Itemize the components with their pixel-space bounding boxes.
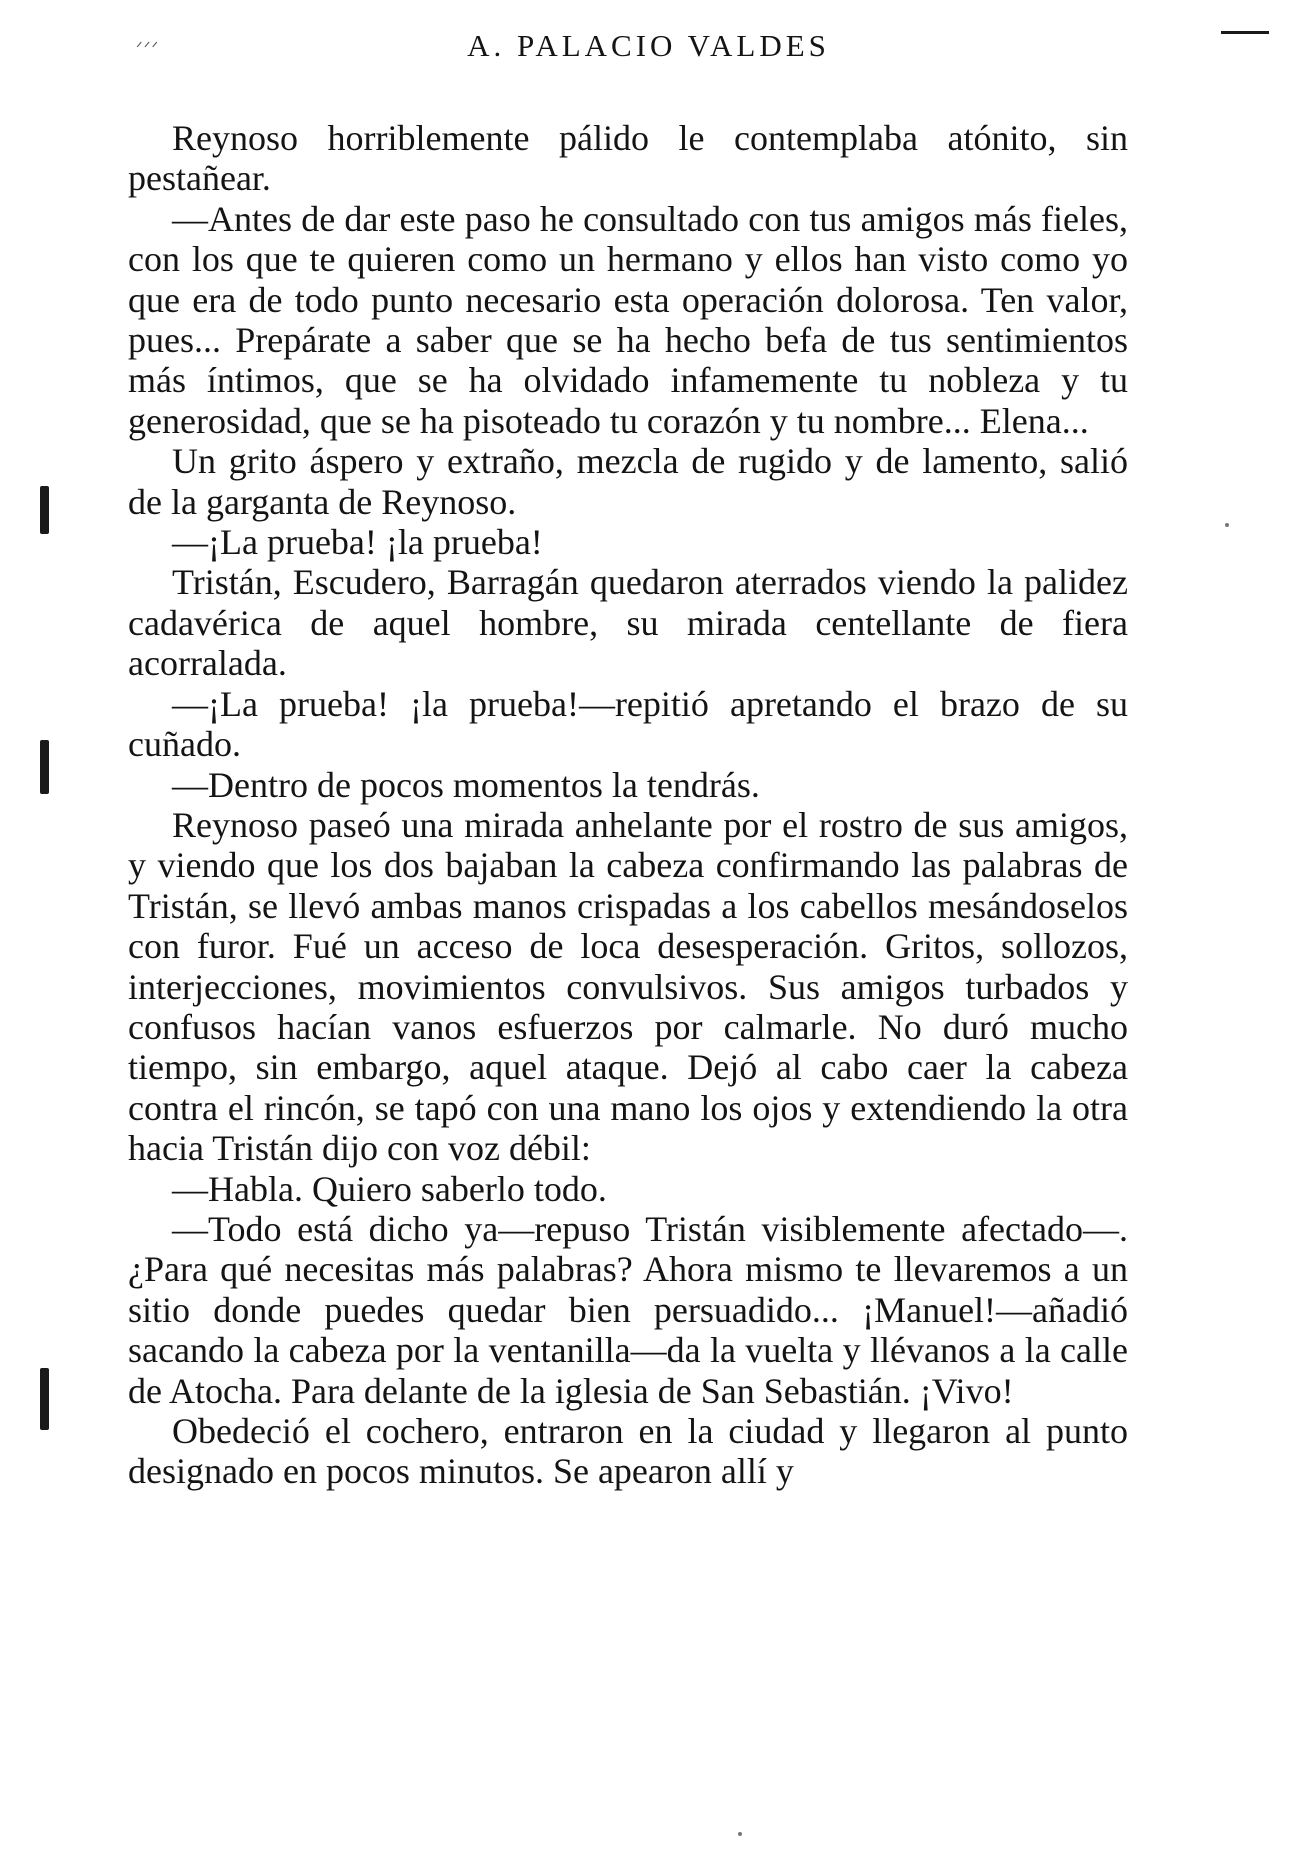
paragraph: Reynoso paseó una mirada anhelante por el rostro de sus amigos, y viendo que los dos bajaban la cabeza confirmando las palabras de Tristán, se llevó ambas manos crispadas a los cabellos mesándoselos con furor. Fué un acceso de loca desesperación. Gritos, sollozos, interjecciones, movimientos convulsivos. Sus amigos turbados y confusos hacían vanos esfuerzos por calmarle. No duró mucho tiempo, sin embargo, aquel ataque. Dejó al cabo caer la cabeza contra el rincón, se tapó con una mano los ojos y extendiendo la otra hacia Tristán dijo con voz débil: xyxy=(128,804,1128,1169)
paragraph: —Todo está dicho ya—repuso Tristán visiblemente afectado—. ¿Para qué necesitas más palabras? Ahora mismo te llevaremos a un sitio donde puedes quedar bien persuadido... ¡Manuel!—añadió sacando la cabeza por la ventanilla—da la vuelta y llévanos a la calle de Atocha. Para delante de la iglesia de San Sebastián. ¡Vivo! xyxy=(128,1208,1128,1411)
header-page-mark: ᐟᐟᐟ xyxy=(136,40,160,57)
paragraph: —Dentro de pocos momentos la tendrás. xyxy=(172,764,760,805)
running-head: A. PALACIO VALDES xyxy=(467,28,830,63)
speck xyxy=(1225,523,1229,527)
paragraph: Reynoso horriblemente pálido le contemplaba atónito, sin pestañear. xyxy=(128,118,1128,199)
paragraph: —Habla. Quiero saberlo todo. xyxy=(172,1168,607,1209)
speck xyxy=(738,1832,742,1836)
paragraph: —Antes de dar este paso he consultado con tus amigos más fieles, con los que te quieren como un hermano y ellos han visto como yo que era de todo punto necesario esta operación dolorosa. Ten valor, pues... Prepárate a saber que se ha hecho befa de tus sentimientos más íntimos, que se ha olvidado infamemente tu nobleza y tu generosidad, que se ha pisoteado tu corazón y tu nombre... Elena... xyxy=(128,198,1128,441)
paragraph: —¡La prueba! ¡la prueba! xyxy=(172,522,543,563)
margin-mark xyxy=(40,486,49,534)
body-text xyxy=(128,118,1128,1492)
paragraph: Tristán, Escudero, Barragán quedaron aterrados viendo la palidez cadavérica de aquel hombre, su mirada centellante de fiera acorralada. xyxy=(128,562,1128,684)
paragraph: —¡La prueba! ¡la prueba!—repitió apretando el brazo de su cuñado. xyxy=(128,683,1128,765)
margin-mark xyxy=(40,1368,49,1430)
paragraph: Un grito áspero y extraño, mezcla de rugido y de lamento, salió de la garganta de Reynoso. xyxy=(128,441,1128,522)
corner-rule xyxy=(1221,31,1269,34)
margin-mark xyxy=(40,740,49,794)
paragraph: Obedeció el cochero, entraron en la ciudad y llegaron al punto designado en pocos minutos. Se apearon allí y xyxy=(128,1411,1128,1492)
